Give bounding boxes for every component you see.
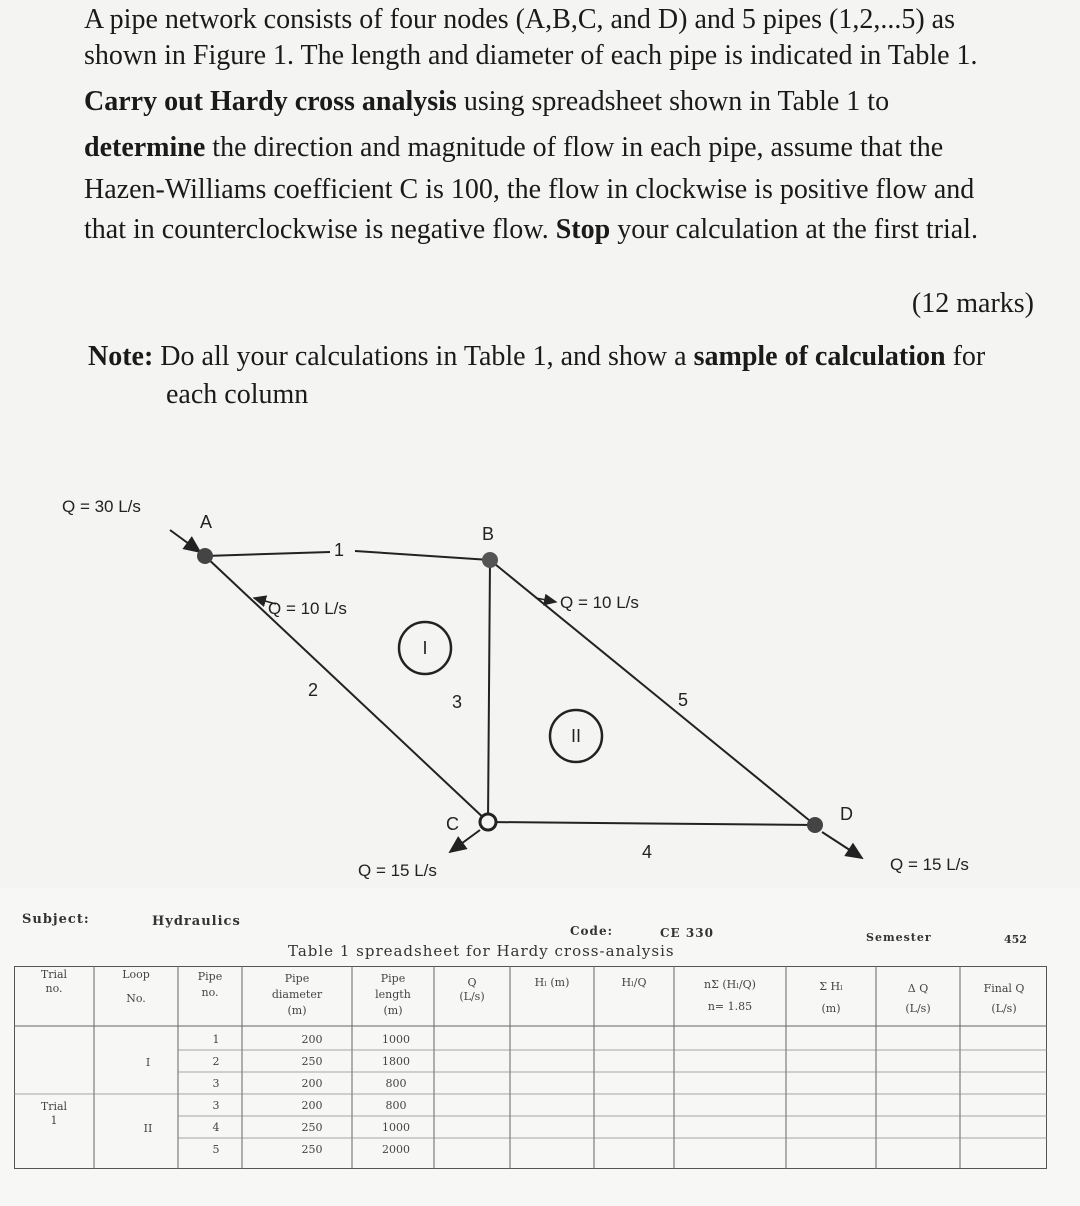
pipe-label-5: 5 — [678, 690, 689, 710]
pipe-label-3: 3 — [452, 692, 463, 712]
header-trial-2: no. — [45, 982, 63, 995]
row-3-length: 800 — [385, 1077, 407, 1090]
header-dq-1: Δ Q — [907, 982, 929, 995]
note-bold: sample of calculation — [693, 341, 946, 372]
pipe-1-right — [355, 551, 490, 560]
row-4-length: 800 — [385, 1099, 407, 1112]
node-A — [197, 548, 213, 564]
loop-II-label: II — [143, 1122, 153, 1135]
line3-rest: using spreadsheet shown in Table 1 to — [456, 86, 890, 117]
outflow-label-D: Q = 15 L/s — [890, 855, 969, 874]
subject-label: Subject: — [22, 912, 90, 927]
header-sumhl-2: (m) — [821, 1002, 841, 1015]
outflow-arrow-D — [822, 832, 862, 858]
header-loop-2: No. — [126, 992, 146, 1005]
pipe-3 — [488, 560, 490, 822]
inflow-label-A: Q = 30 L/s — [62, 497, 141, 516]
row-5-pipe: 4 — [212, 1121, 220, 1134]
row-2-length: 1800 — [382, 1055, 410, 1068]
problem-line-4 — [84, 130, 943, 166]
loop-I-label: I — [145, 1056, 151, 1069]
row-6-pipe: 5 — [212, 1143, 220, 1156]
row-2-diameter: 250 — [301, 1055, 323, 1068]
node-C — [480, 814, 496, 830]
header-diameter-3: (m) — [287, 1004, 307, 1017]
pipe-2 — [205, 556, 488, 822]
row-4-diameter: 200 — [301, 1099, 323, 1112]
problem-line-2: shown in Figure 1. The length and diameter of each pipe is indicated in Table 1. — [84, 40, 978, 71]
header-hl: Hₗ (m) — [534, 976, 570, 989]
row-2-pipe: 2 — [212, 1055, 220, 1068]
problem-line-5: Hazen-Williams coefficient C is 100, the flow in clockwise is positive flow and — [84, 174, 975, 205]
row-1-length: 1000 — [382, 1033, 410, 1046]
header-q-1: Q — [467, 976, 477, 989]
trial-label-2: 1 — [50, 1114, 58, 1127]
header-nsum-2: n= 1.85 — [707, 1000, 753, 1013]
header-dq-2: (L/s) — [905, 1002, 931, 1015]
header-length-1: Pipe — [380, 972, 406, 985]
row-5-diameter: 250 — [301, 1121, 323, 1134]
pipe-4 — [488, 822, 815, 825]
problem-line-3 — [84, 84, 889, 120]
table-title: Table 1 spreadsheet for Hardy cross-analysis — [288, 942, 675, 960]
pipe-label-2: 2 — [308, 680, 319, 700]
loop-label-I: I — [422, 638, 428, 658]
header-pipe-1: Pipe — [197, 970, 223, 983]
row-6-length: 2000 — [382, 1143, 410, 1156]
code-label: Code: — [570, 924, 614, 938]
header-trial-1: Trial — [40, 968, 68, 981]
subject-value: Hydraulics — [152, 914, 241, 929]
node-label-D: D — [840, 804, 853, 824]
marks: (12 marks) — [911, 288, 1034, 319]
pipe-network-figure — [0, 480, 1080, 888]
outflow-label-C: Q = 15 L/s — [358, 861, 437, 880]
pipe-label-4: 4 — [642, 842, 653, 862]
header-diameter-1: Pipe — [284, 972, 310, 985]
line6-a: that in counterclockwise is negative flow. — [84, 214, 556, 245]
row-3-pipe: 3 — [212, 1077, 220, 1090]
row-1-pipe: 1 — [212, 1033, 220, 1046]
row-4-pipe: 3 — [212, 1099, 220, 1112]
row-3-diameter: 200 — [301, 1077, 323, 1090]
row-5-length: 1000 — [382, 1121, 410, 1134]
semester-label: Semester — [866, 931, 932, 944]
note — [88, 338, 1048, 414]
note-text-c: each column — [166, 379, 309, 410]
bold-determine: determine — [84, 132, 206, 163]
node-label-C: C — [446, 814, 459, 834]
line4-rest: the direction and magnitude of flow in each pipe, assume that the — [205, 132, 944, 163]
bold-stop: Stop — [555, 214, 611, 245]
semester-value: 452 — [1004, 933, 1027, 946]
node-label-B: B — [482, 524, 495, 544]
pipe-5 — [490, 560, 815, 825]
problem-line-1: A pipe network consists of four nodes (A,B,C, and D) and 5 pipes (1,2,...5) as — [84, 4, 955, 35]
line6-b: your calculation at the first trial. — [610, 214, 978, 245]
trial-label-1: Trial — [40, 1100, 68, 1113]
header-diameter-2: diameter — [271, 988, 323, 1001]
header-length-3: (m) — [383, 1004, 403, 1017]
node-D — [807, 817, 823, 833]
header-finalq-2: (L/s) — [991, 1002, 1017, 1015]
row-6-diameter: 250 — [301, 1143, 323, 1156]
header-sumhl-1: Σ Hₗ — [819, 980, 843, 993]
note-label: Note: — [88, 341, 154, 372]
loop-label-II: II — [570, 726, 582, 746]
inflow-arrow-A — [170, 530, 200, 552]
node-B — [482, 552, 498, 568]
flow-label-pipe-2: Q = 10 L/s — [268, 599, 347, 618]
header-loop-1: Loop — [122, 968, 150, 981]
header-nsum-1: nΣ (Hₗ/Q) — [704, 978, 756, 991]
node-label-A: A — [200, 512, 213, 532]
header-q-2: (L/s) — [459, 990, 485, 1003]
header-length-2: length — [375, 988, 411, 1001]
row-1-diameter: 200 — [301, 1033, 323, 1046]
note-text-a: Do all your calculations in Table 1, and show a — [153, 341, 694, 372]
pipe-label-1: 1 — [334, 540, 345, 560]
header-hlq: Hₗ/Q — [621, 976, 647, 989]
hardy-cross-table — [14, 966, 1048, 1170]
code-value: CE 330 — [660, 926, 714, 940]
header-pipe-2: no. — [201, 986, 219, 999]
problem-line-6 — [84, 212, 978, 248]
pipe-1-left — [205, 552, 330, 556]
flow-label-pipe-5: Q = 10 L/s — [560, 593, 639, 612]
note-text-b: for — [945, 341, 986, 372]
header-finalq-1: Final Q — [983, 982, 1025, 995]
bold-instruction: Carry out Hardy cross analysis — [84, 86, 457, 117]
